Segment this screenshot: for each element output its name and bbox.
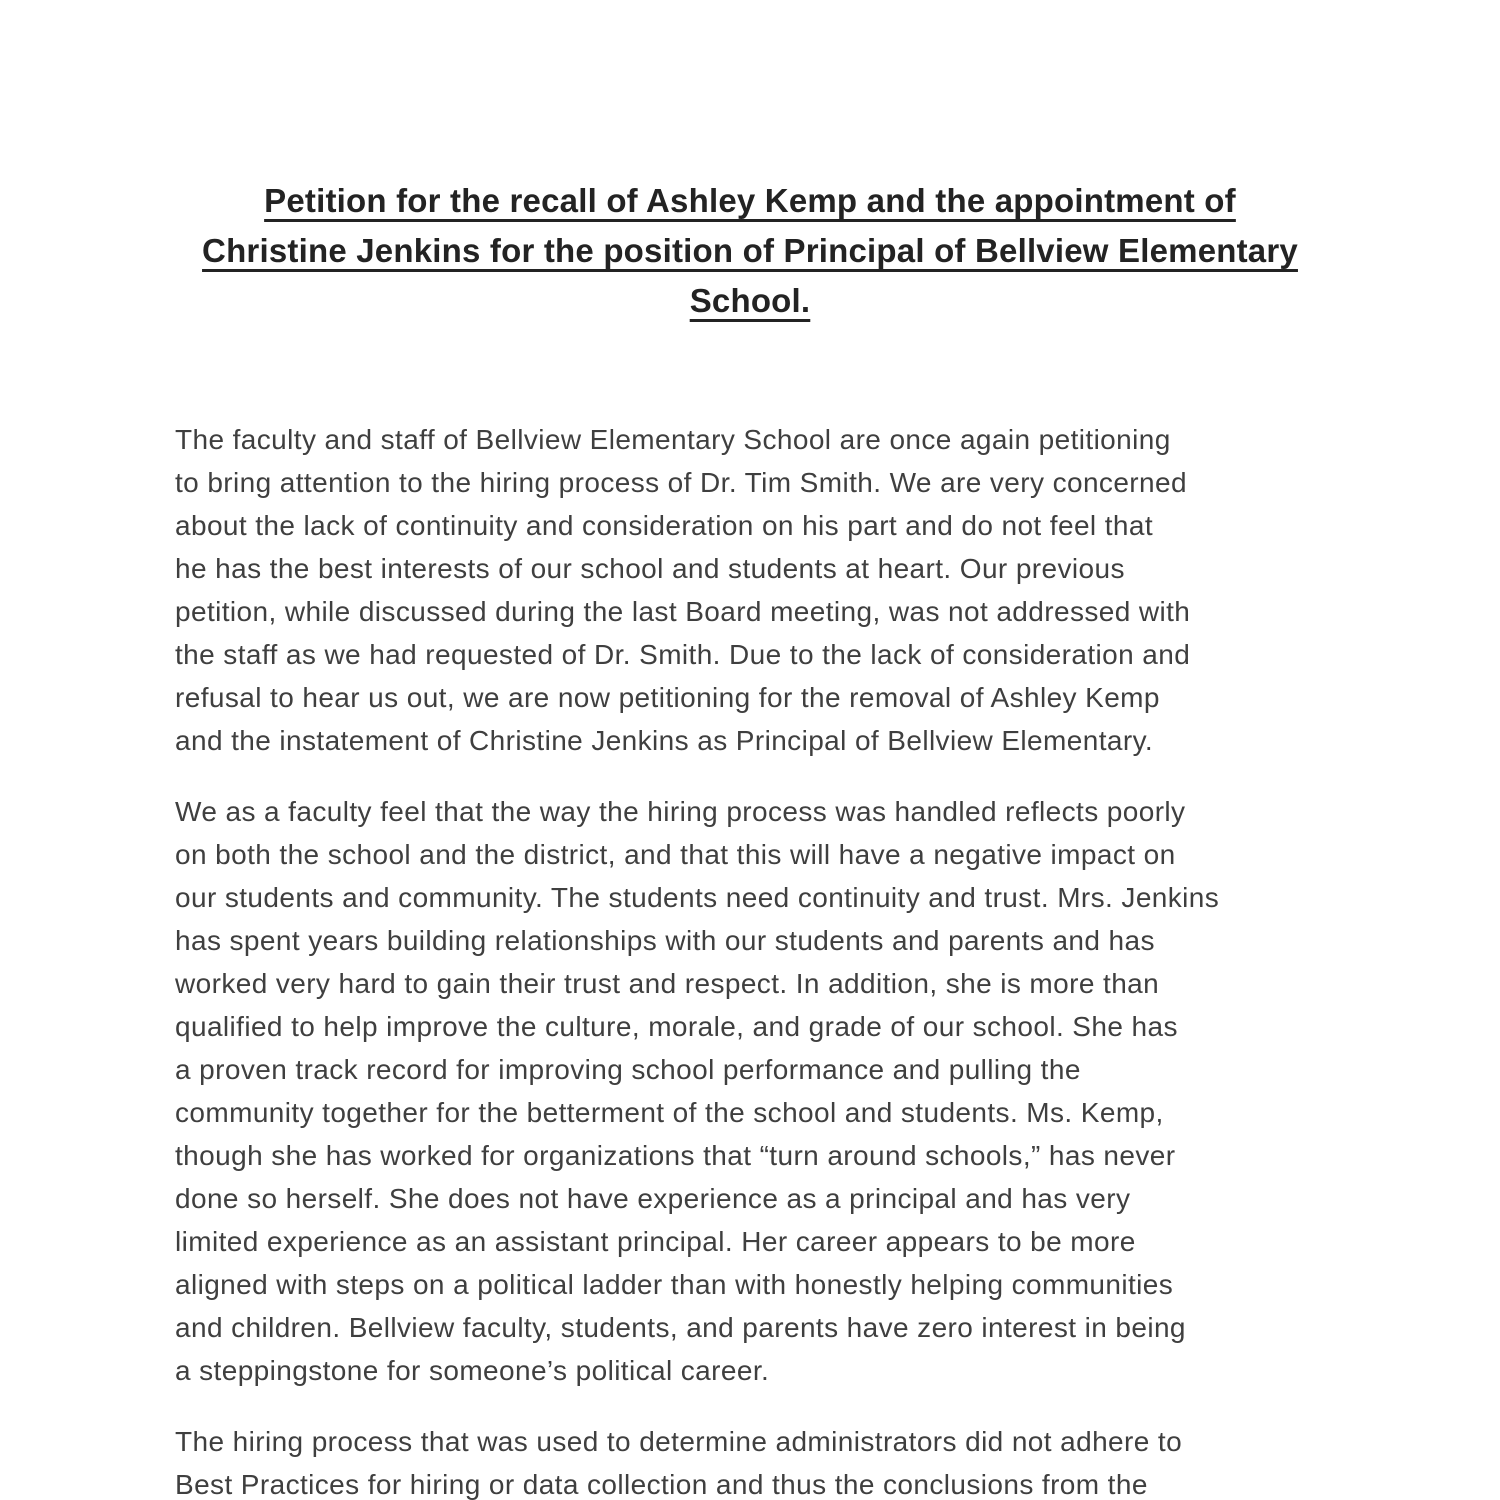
text-line: to bring attention to the hiring process of Dr. Tim Smith. We are very concerned xyxy=(175,467,1187,498)
text-line: our students and community. The students need continuity and trust. Mrs. Jenkins xyxy=(175,882,1220,913)
text-line: refusal to hear us out, we are now petitioning for the removal of Ashley Kemp xyxy=(175,682,1160,713)
text-line: a proven track record for improving school performance and pulling the xyxy=(175,1054,1081,1085)
text-line: Best Practices for hiring or data collection and thus the conclusions from the xyxy=(175,1469,1148,1500)
paragraph-hiring-process xyxy=(175,1420,1330,1500)
text-line: done so herself. She does not have experience as a principal and has very xyxy=(175,1183,1131,1214)
text-line: worked very hard to gain their trust and respect. In addition, she is more than xyxy=(175,968,1160,999)
paragraph-intro xyxy=(175,418,1330,762)
text-line: he has the best interests of our school and students at heart. Our previous xyxy=(175,553,1125,584)
text-line: The hiring process that was used to determine administrators did not adhere to xyxy=(175,1426,1183,1457)
text-line: and children. Bellview faculty, students, and parents have zero interest in being xyxy=(175,1312,1186,1343)
text-line: qualified to help improve the culture, morale, and grade of our school. She has xyxy=(175,1011,1178,1042)
text-line: though she has worked for organizations that “turn around schools,” has never xyxy=(175,1140,1176,1171)
title-line xyxy=(140,226,1360,276)
title-line-text: Christine Jenkins for the position of Principal of Bellview Elementary xyxy=(202,232,1298,269)
title-line-text: Petition for the recall of Ashley Kemp and the appointment of xyxy=(264,182,1236,219)
text-line: about the lack of continuity and consideration on his part and do not feel that xyxy=(175,510,1154,541)
text-line: petition, while discussed during the last Board meeting, was not addressed with xyxy=(175,596,1191,627)
text-line: limited experience as an assistant principal. Her career appears to be more xyxy=(175,1226,1136,1257)
text-line: on both the school and the district, and that this will have a negative impact on xyxy=(175,839,1176,870)
title-line xyxy=(140,276,1360,326)
document-body xyxy=(175,418,1330,1500)
text-line: has spent years building relationships with our students and parents and has xyxy=(175,925,1155,956)
text-line: We as a faculty feel that the way the hiring process was handled reflects poorly xyxy=(175,796,1186,827)
title-line xyxy=(140,176,1360,226)
document-title xyxy=(140,0,1360,326)
title-line-text: School. xyxy=(689,282,811,319)
paragraph-faculty-opinion xyxy=(175,790,1330,1392)
text-line: community together for the betterment of the school and students. Ms. Kemp, xyxy=(175,1097,1164,1128)
text-line: The faculty and staff of Bellview Elementary School are once again petitioning xyxy=(175,424,1171,455)
text-line: the staff as we had requested of Dr. Smith. Due to the lack of consideration and xyxy=(175,639,1191,670)
text-line: and the instatement of Christine Jenkins as Principal of Bellview Elementary. xyxy=(175,725,1154,756)
text-line: aligned with steps on a political ladder than with honestly helping communities xyxy=(175,1269,1174,1300)
text-line: a steppingstone for someone’s political career. xyxy=(175,1355,770,1386)
